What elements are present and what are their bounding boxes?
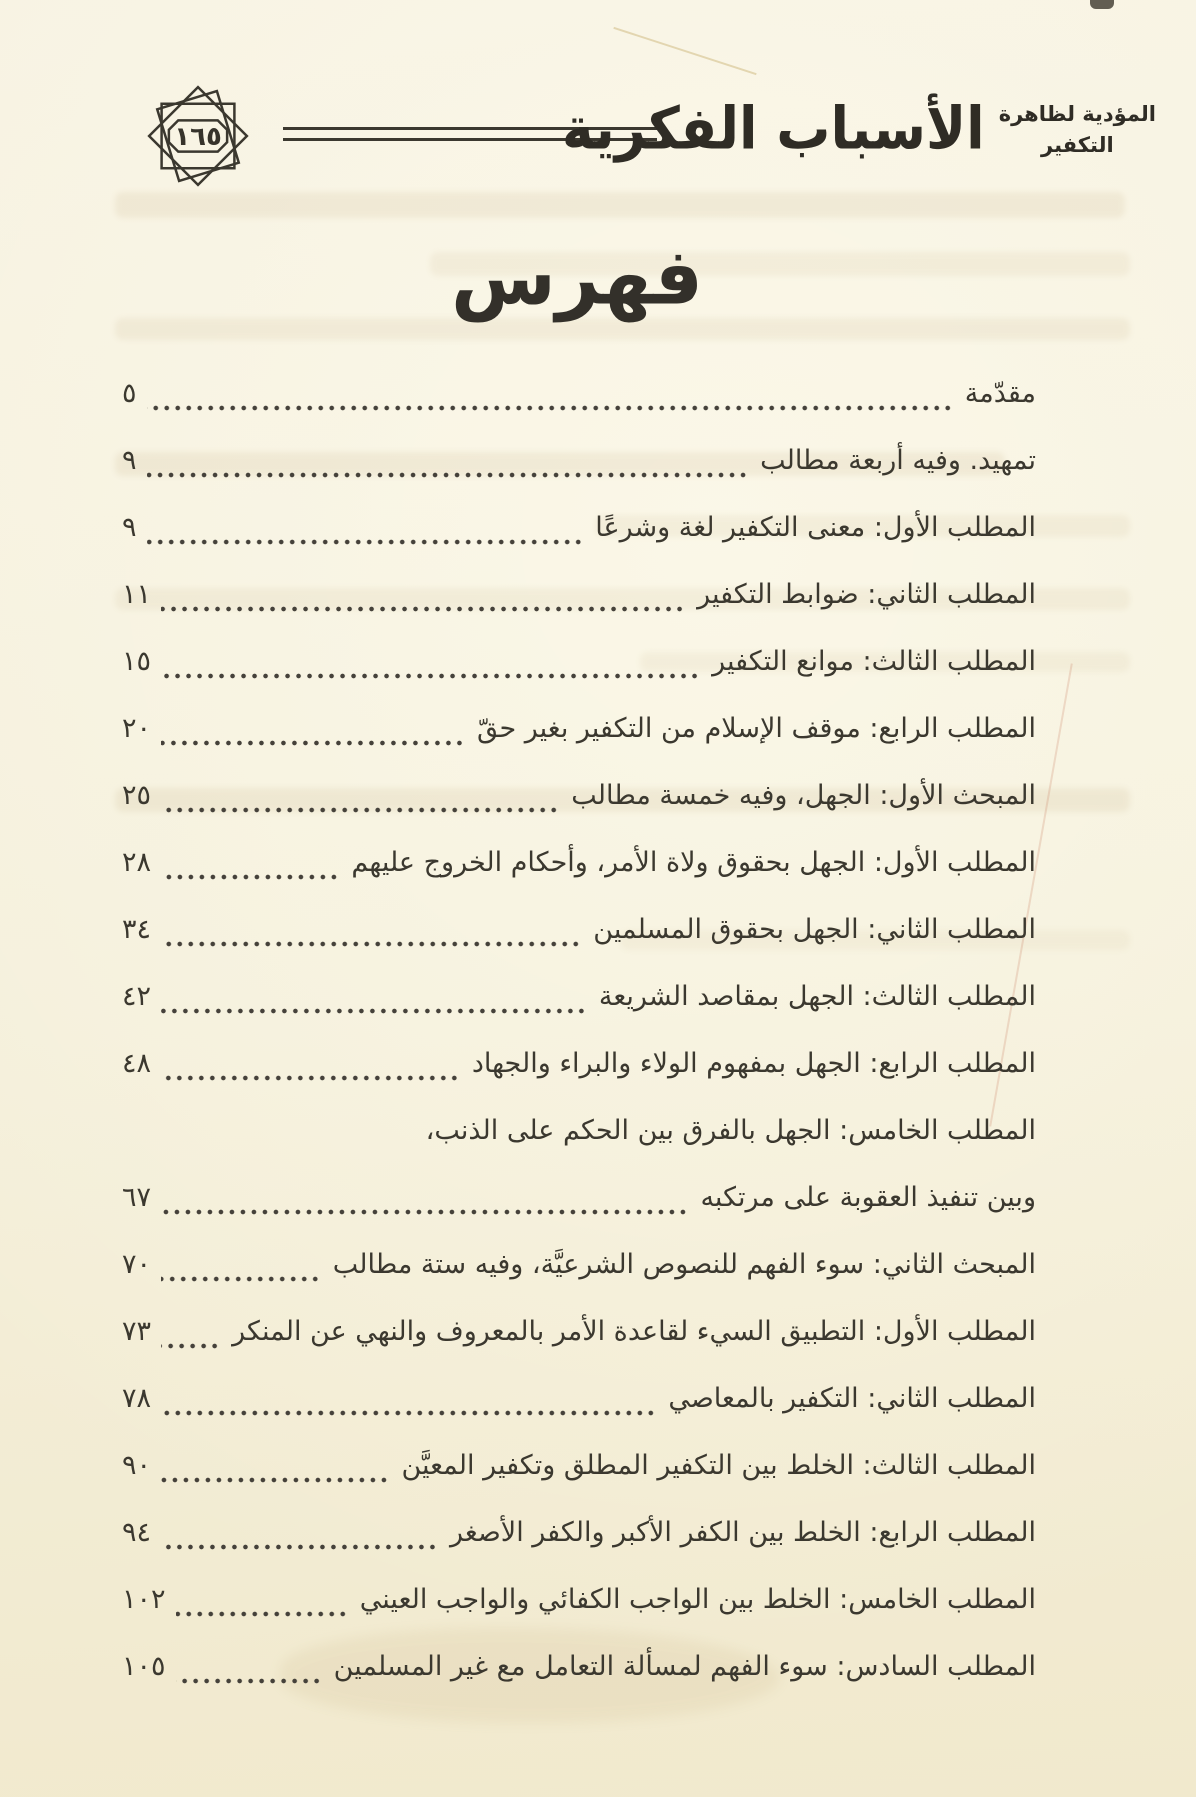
dot-leader [147,472,749,478]
dot-leader [161,874,339,880]
dot-leader [161,1544,438,1550]
toc-entry [122,762,1036,829]
toc-entry [122,1298,1036,1365]
dot-leader [161,606,685,612]
scan-speck [1090,0,1114,9]
toc-entry-page-number: ٤٢ [122,981,152,1012]
dot-leader [161,807,559,813]
toc-entry-page-number: ٩٤ [122,1517,152,1548]
toc-entry-title: المطلب الرابع: الجهل بمفهوم الولاء والبراء والجهاد [471,1048,1036,1079]
dot-leader [161,1209,688,1215]
toc-entry [122,896,1036,963]
toc-entry [122,1566,1036,1633]
toc-entry-title: المطلب الأول: الجهل بحقوق ولاة الأمر، وأحكام الخروج عليهم [351,847,1036,878]
toc-entry-title: المبحث الأول: الجهل، وفيه خمسة مطالب [571,780,1036,811]
table-of-contents [122,360,1036,1700]
toc-entry [122,360,1036,427]
toc-entry-title: المطلب الثالث: موانع التكفير [712,646,1036,677]
toc-entry-title: المطلب السادس: سوء الفهم لمسألة التعامل مع غير المسلمين [333,1651,1036,1682]
dot-leader [161,1008,587,1014]
dot-leader [161,1410,656,1416]
dot-leader [176,1678,322,1684]
toc-entry [122,1499,1036,1566]
toc-entry-title: المطلب الرابع: الخلط بين الكفر الأكبر والكفر الأصغر [449,1517,1036,1548]
toc-entry-page-number: ٩٠ [122,1450,152,1481]
toc-entry-title: المطلب الأول: التطبيق السيء لقاعدة الأمر بالمعروف والنهي عن المنكر [232,1316,1036,1347]
toc-entry-page-number: ٢٨ [122,847,152,878]
dot-leader [161,1477,389,1483]
page-number: ١٦٥ [174,122,222,152]
toc-entry-title: المطلب الثالث: الخلط بين التكفير المطلق وتكفير المعيَّن [401,1450,1036,1481]
dot-leader [161,1276,321,1282]
toc-entry [122,695,1036,762]
dot-leader [147,405,953,411]
toc-entry-title: المطلب الخامس: الخلط بين الواجب الكفائي والواجب العيني [359,1584,1036,1615]
toc-entry-title: مقدّمة [964,378,1036,409]
toc-entry [122,1365,1036,1432]
toc-entry-title: المطلب الثاني: ضوابط التكفير [697,579,1036,610]
dot-leader [147,539,584,545]
toc-entry-title: المبحث الثاني: سوء الفهم للنصوص الشرعيَّة، وفيه ستة مطالب [332,1249,1036,1280]
dot-leader [176,1611,348,1617]
toc-entry-page-number: ١٠٢ [122,1584,166,1615]
toc-entry [122,1097,1036,1164]
toc-entry [122,1231,1036,1298]
toc-entry-page-number: ٧٣ [122,1316,152,1347]
book-title-block [562,68,1156,188]
toc-entry [122,494,1036,561]
page-number-star-ornament [146,84,250,188]
toc-entry-page-number: ٤٨ [122,1048,152,1079]
book-title-main: الأسباب الفكرية [561,93,985,163]
toc-entry-page-number: ٣٤ [122,914,152,945]
toc-entry-page-number: ٧٨ [122,1383,152,1414]
toc-entry-page-number: ٢٥ [122,780,152,811]
toc-entry-title: المطلب الثاني: التكفير بالمعاصي [668,1383,1036,1414]
toc-entry [122,427,1036,494]
dot-leader [161,740,465,746]
toc-entry-page-number: ١٠٥ [122,1651,166,1682]
dot-leader [161,941,581,947]
toc-entry-title: المطلب الثالث: الجهل بمقاصد الشريعة [598,981,1036,1012]
toc-entry [122,561,1036,628]
toc-entry-title: وبين تنفيذ العقوبة على مرتكبه [700,1182,1036,1213]
toc-entry [122,1432,1036,1499]
toc-entry-page-number: ٦٧ [122,1182,152,1213]
toc-entry-page-number: ٩ [122,512,137,543]
toc-entry-title: المطلب الأول: معنى التكفير لغة وشرعًا [595,512,1036,543]
toc-entry [122,1633,1036,1700]
toc-entry-title: تمهيد. وفيه أربعة مطالب [760,445,1036,476]
toc-entry-page-number: ٩ [122,445,137,476]
toc-entry [122,1030,1036,1097]
dot-leader [161,1343,220,1349]
bleed-through-line [115,192,1125,218]
book-title-sub-line2: التكفير [1041,133,1114,157]
dot-leader [161,673,700,679]
dot-leader [161,1075,460,1081]
toc-entry-title: المطلب الثاني: الجهل بحقوق المسلمين [593,914,1036,945]
toc-entry-page-number: ٥ [122,378,137,409]
toc-entry [122,829,1036,896]
toc-entry-page-number: ٧٠ [122,1249,152,1280]
toc-entry-page-number: ١١ [122,579,152,610]
toc-entry-title: المطلب الخامس: الجهل بالفرق بين الحكم على الذنب، [425,1115,1036,1146]
toc-entry-page-number: ١٥ [122,646,152,677]
toc-entry [122,628,1036,695]
toc-entry-page-number: ٢٠ [122,713,152,744]
toc-entry [122,963,1036,1030]
toc-entry [122,1164,1036,1231]
toc-entry-title: المطلب الرابع: موقف الإسلام من التكفير بغير حقّ [476,713,1036,744]
page-title: فهرس [450,231,704,322]
book-title-sub-line1: المؤدية لظاهرة [998,101,1156,126]
book-title-subtitle [999,95,1156,162]
